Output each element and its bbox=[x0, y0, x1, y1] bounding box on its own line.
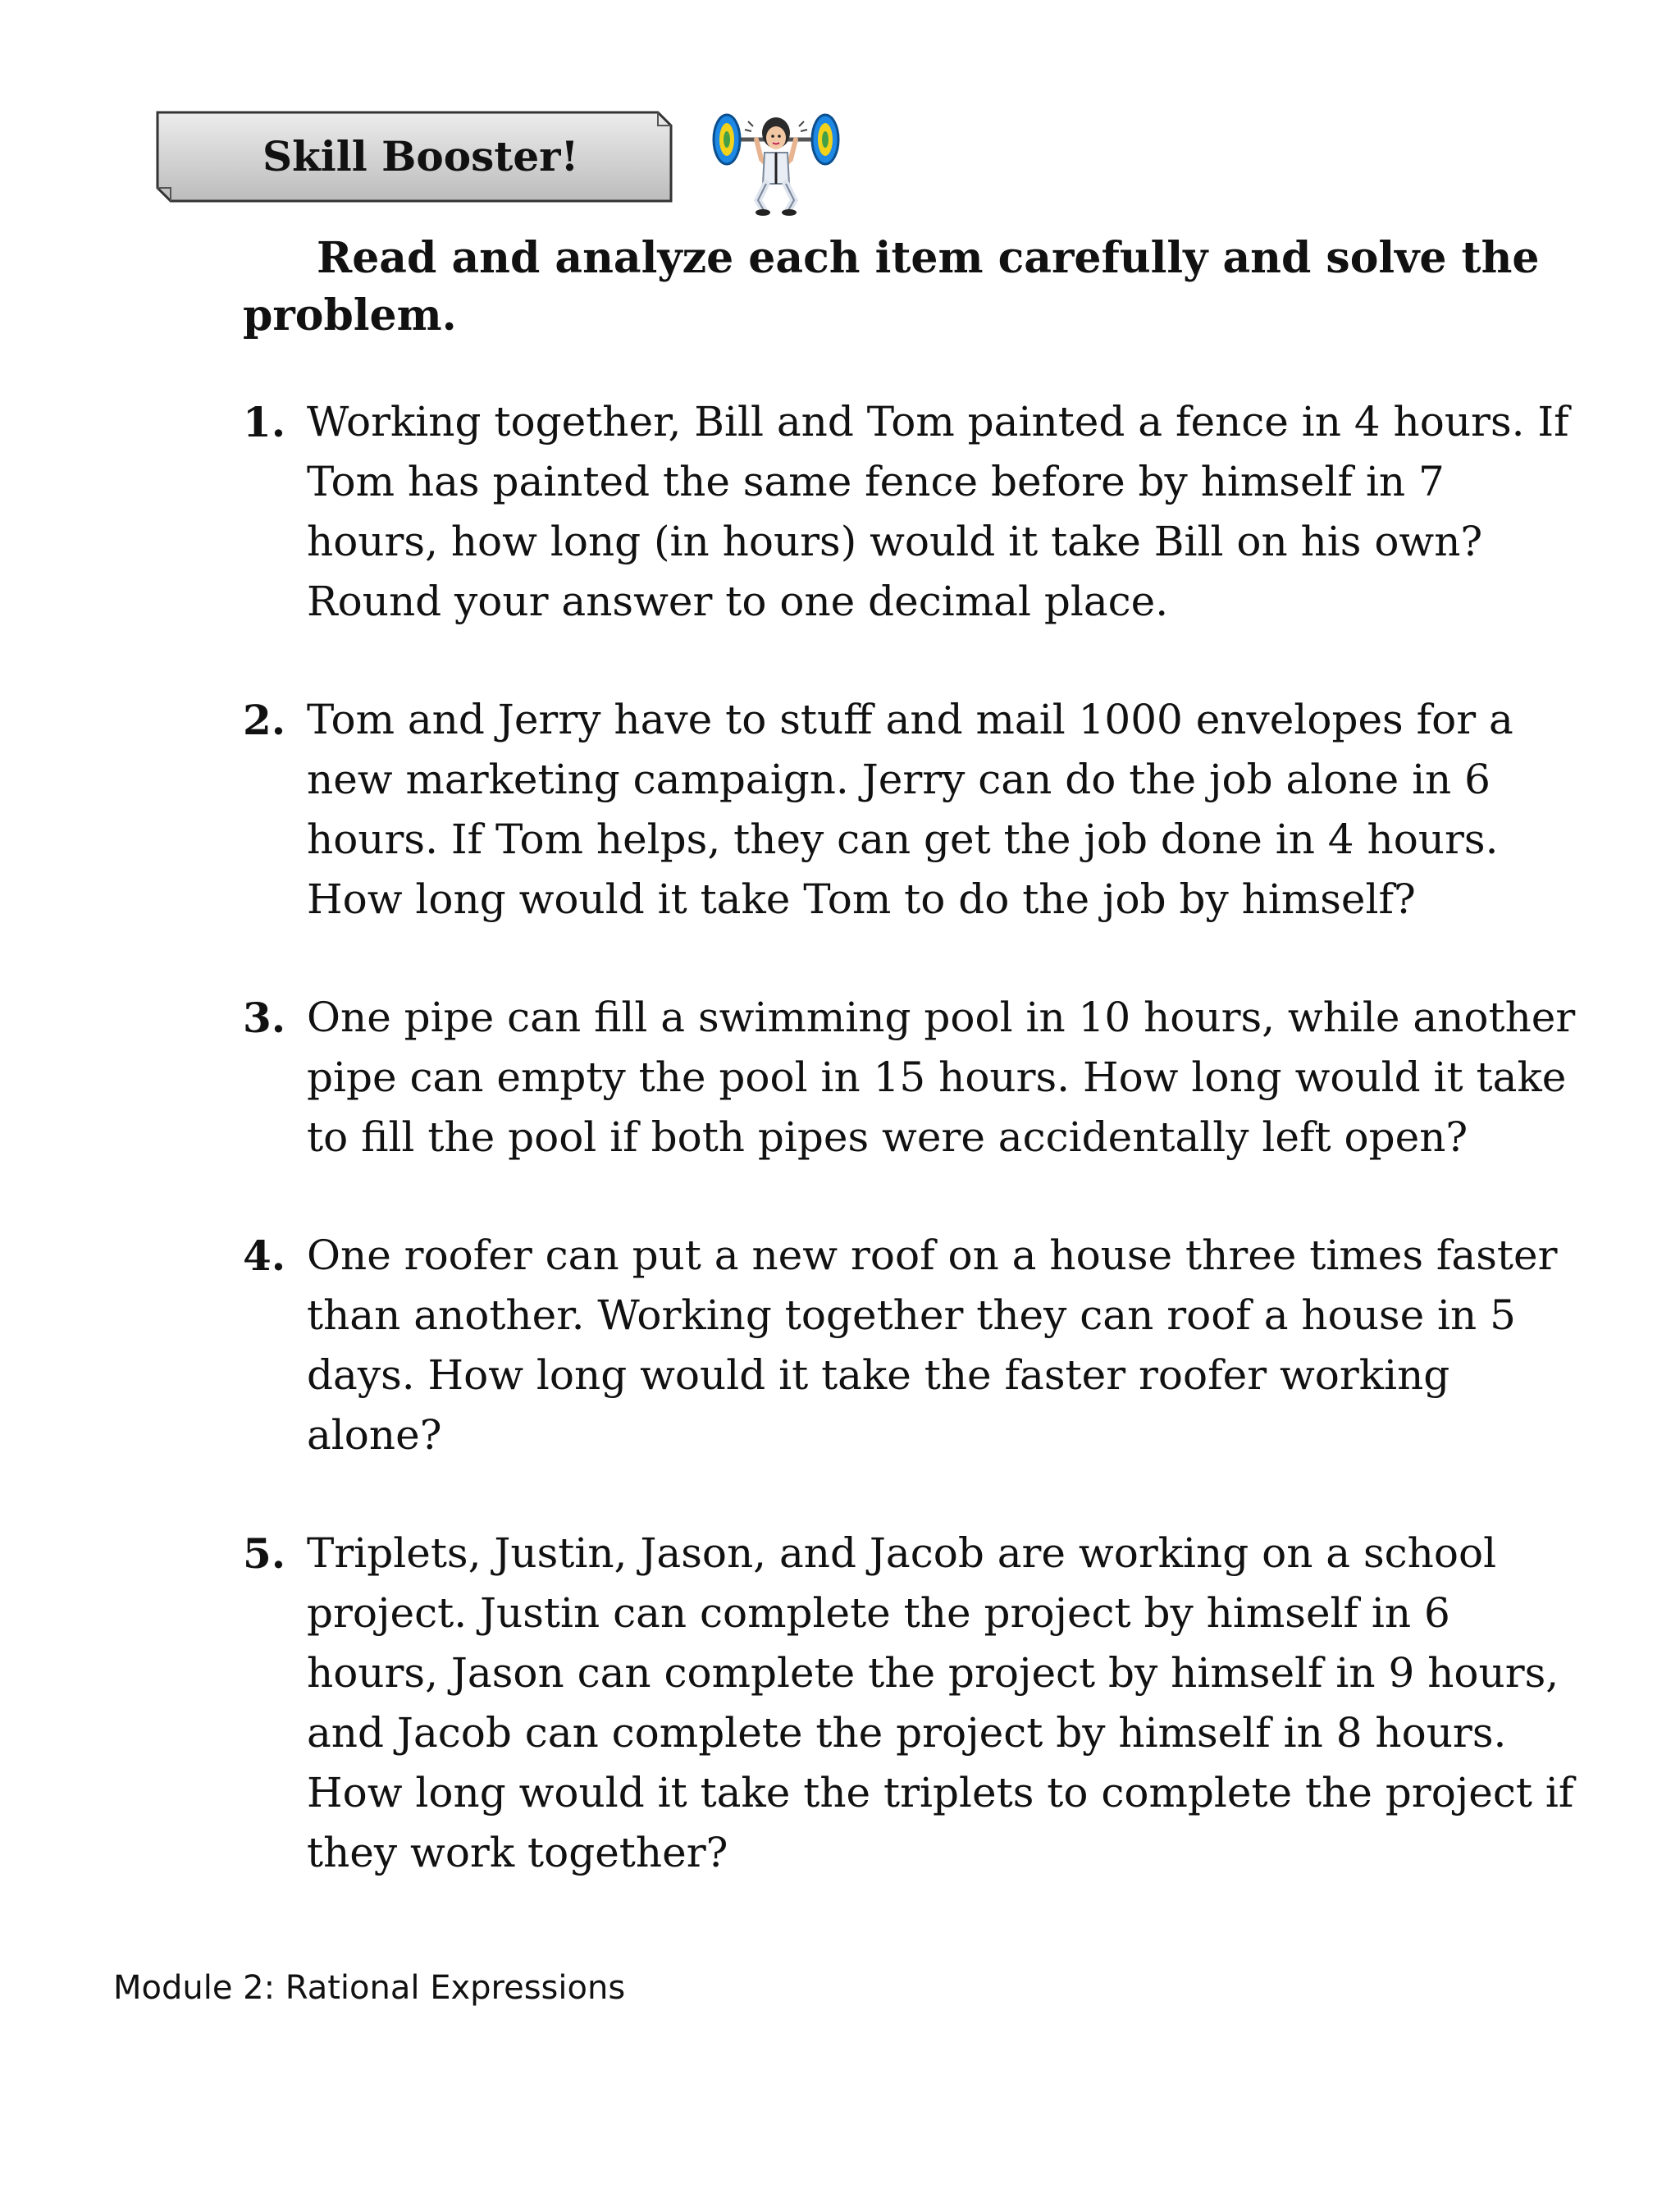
skill-booster-banner bbox=[156, 111, 673, 203]
problem-text: Triplets, Justin, Jason, and Jacob are working on a school project. Justin can complete the project by himself in 6 hours, Jason can complete the project by himself in 9 hours, and Jacob can complete the project by himself in 8 hours. How long would it take the triplets to complete the project if they work together? bbox=[307, 1529, 1574, 1876]
problem-text: Working together, Bill and Tom painted a fence in 4 hours. If Tom has painted the same fence before by himself in 7 hours, how long (in hours) would it take Bill on his own? Round your answer to one decimal place. bbox=[307, 398, 1569, 625]
problem-item bbox=[243, 1524, 1588, 1883]
problem-number: 2. bbox=[243, 696, 286, 744]
problem-text: One roofer can put a new roof on a house three times faster than another. Working together they can roof a house in 5 days. How long would it take the faster roofer working alone? bbox=[307, 1232, 1558, 1459]
problem-item bbox=[243, 1226, 1588, 1465]
problem-item bbox=[243, 988, 1588, 1168]
problem-text: Tom and Jerry have to stuff and mail 1000 envelopes for a new marketing campaign. Jerry can do the job alone in 6 hours. If Tom helps, they can get the job done in 4 hours. How long would it take Tom to do the job by himself? bbox=[307, 696, 1513, 923]
module-footer: Module 2: Rational Expressions bbox=[113, 1969, 626, 2007]
banner-title: Skill Booster! bbox=[262, 132, 579, 181]
problem-number: 1. bbox=[243, 398, 286, 446]
problem-number: 5. bbox=[243, 1529, 286, 1578]
problem-text: One pipe can fill a swimming pool in 10 hours, while another pipe can empty the pool in 15 hours. How long would it take to fill the pool if both pipes were accidentally left open? bbox=[307, 994, 1576, 1161]
problem-list bbox=[243, 392, 1588, 1941]
problem-number: 3. bbox=[243, 994, 286, 1042]
problem-item bbox=[243, 690, 1588, 930]
weightlifter-icon bbox=[707, 108, 845, 217]
instruction-text: Read and analyze each item carefully and solve the problem. bbox=[243, 233, 1540, 340]
problem-number: 4. bbox=[243, 1232, 286, 1280]
problem-item bbox=[243, 392, 1588, 632]
